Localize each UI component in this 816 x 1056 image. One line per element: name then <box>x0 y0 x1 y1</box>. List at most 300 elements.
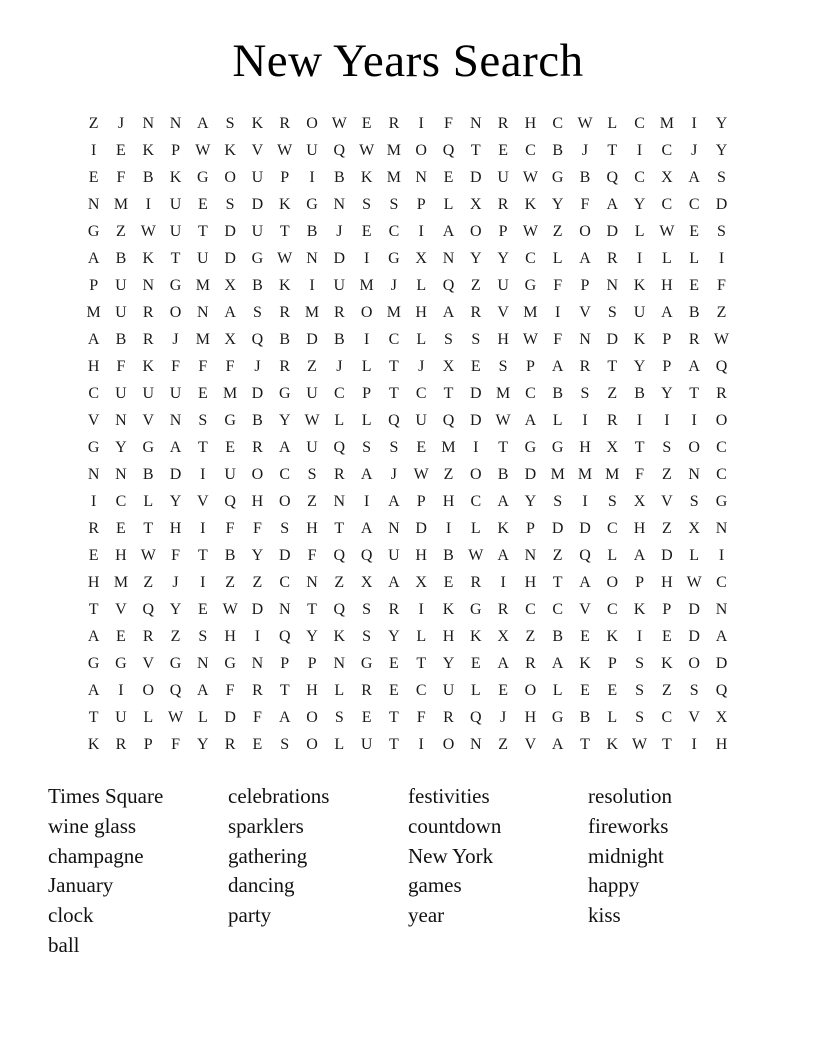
grid-cell: H <box>661 276 673 294</box>
grid-row <box>80 677 736 704</box>
grid-row <box>80 272 736 299</box>
grid-cell: A <box>497 546 509 564</box>
grid-cell: A <box>87 627 100 645</box>
grid-cell: E <box>88 168 99 186</box>
grid-cell: K <box>169 168 182 186</box>
grid-cell: E <box>498 681 508 699</box>
grid-cell: M <box>550 465 565 483</box>
grid-cell: H <box>415 546 427 564</box>
grid-cell: B <box>115 249 127 267</box>
grid-cell: I <box>418 735 424 753</box>
grid-cell: D <box>169 465 182 483</box>
grid-cell: O <box>306 114 318 132</box>
grid-cell: A <box>551 735 564 753</box>
grid-cell: V <box>661 492 673 510</box>
grid-cell: E <box>580 681 590 699</box>
grid-cell: Q <box>251 330 264 348</box>
grid-cell: U <box>224 465 236 483</box>
grid-cell: F <box>225 681 235 699</box>
grid-cell: I <box>636 627 643 645</box>
grid-cell: K <box>579 654 591 672</box>
grid-cell: V <box>142 411 155 429</box>
grid-row <box>80 353 736 380</box>
word-search-grid <box>80 110 736 758</box>
grid-cell: Q <box>388 411 400 429</box>
grid-cell: W <box>713 330 730 348</box>
grid-cell: R <box>443 708 454 726</box>
grid-cell: J <box>254 357 261 375</box>
grid-cell: B <box>552 141 564 159</box>
grid-cell: R <box>470 303 482 321</box>
word-item: kiss <box>588 903 621 928</box>
grid-row <box>80 218 736 245</box>
grid-cell: Y <box>306 627 318 645</box>
grid-cell: E <box>580 627 590 645</box>
grid-cell: Z <box>307 492 317 510</box>
grid-cell: N <box>470 735 482 753</box>
grid-cell: V <box>688 708 700 726</box>
grid-cell: V <box>497 303 509 321</box>
word-item: year <box>408 903 445 928</box>
grid-cell: Q <box>333 141 346 159</box>
grid-cell: Q <box>224 492 236 510</box>
grid-cell: A <box>87 249 100 267</box>
grid-cell: E <box>607 681 618 699</box>
grid-cell: I <box>363 492 370 510</box>
grid-cell: N <box>333 492 346 510</box>
grid-cell: T <box>389 735 399 753</box>
grid-cell: I <box>200 573 206 591</box>
grid-cell: L <box>416 330 427 348</box>
grid-cell: T <box>552 573 563 591</box>
grid-cell: O <box>415 141 427 159</box>
grid-row <box>80 731 736 758</box>
grid-cell: U <box>115 708 127 726</box>
grid-cell: L <box>143 492 154 510</box>
grid-cell: K <box>606 735 619 753</box>
grid-cell: S <box>362 195 372 213</box>
grid-cell: A <box>715 627 728 645</box>
grid-cell: S <box>280 735 290 753</box>
grid-row <box>80 407 736 434</box>
grid-cell: O <box>142 681 155 699</box>
grid-cell: W <box>577 114 593 132</box>
grid-cell: V <box>115 600 127 618</box>
grid-cell: F <box>171 546 180 564</box>
grid-cell: S <box>717 168 726 186</box>
grid-cell: K <box>470 627 482 645</box>
grid-cell: K <box>142 357 155 375</box>
grid-cell: L <box>416 276 427 294</box>
grid-cell: U <box>306 384 318 402</box>
grid-cell: I <box>500 573 506 591</box>
grid-cell: P <box>362 384 372 402</box>
grid-cell: B <box>115 330 127 348</box>
grid-cell: T <box>279 681 290 699</box>
grid-cell: D <box>579 519 591 537</box>
grid-cell: H <box>306 519 318 537</box>
grid-cell: T <box>279 222 290 240</box>
grid-cell: H <box>524 573 537 591</box>
grid-cell: N <box>715 519 728 537</box>
grid-cell: O <box>470 465 482 483</box>
grid-cell: G <box>278 384 291 402</box>
grid-cell: N <box>142 276 155 294</box>
grid-cell: N <box>333 654 346 672</box>
grid-cell: C <box>115 492 127 510</box>
grid-cell: X <box>633 492 646 510</box>
grid-cell: L <box>689 249 700 267</box>
grid-cell: V <box>579 600 591 618</box>
word-item: festivities <box>408 784 490 808</box>
word-item: sparklers <box>228 813 304 838</box>
grid-cell: X <box>715 708 728 726</box>
grid-cell: Y <box>278 411 291 429</box>
grid-cell: X <box>415 249 427 267</box>
page-title: New Years Search <box>232 35 584 87</box>
grid-cell: A <box>661 303 673 321</box>
grid-cell: Z <box>716 303 727 321</box>
grid-cell: U <box>197 249 209 267</box>
grid-cell: Y <box>715 114 728 132</box>
grid-cell: D <box>333 249 346 267</box>
grid-cell: J <box>581 141 589 159</box>
grid-cell: C <box>661 708 673 726</box>
grid-cell: I <box>664 411 670 429</box>
grid-cell: Y <box>551 195 564 213</box>
grid-cell: P <box>580 276 590 294</box>
grid-cell: A <box>197 114 209 132</box>
grid-cell: E <box>389 681 399 699</box>
word-item: resolution <box>588 784 672 808</box>
grid-cell: T <box>389 357 399 375</box>
grid-cell: I <box>718 249 725 267</box>
grid-cell: P <box>89 276 99 294</box>
grid-cell: C <box>415 384 427 402</box>
grid-row <box>80 191 736 218</box>
grid-cell: D <box>306 330 318 348</box>
grid-cell: C <box>525 384 536 402</box>
grid-cell: O <box>169 303 182 321</box>
grid-cell: X <box>224 276 236 294</box>
grid-cell: I <box>636 141 643 159</box>
grid-row <box>80 434 736 461</box>
grid-cell: C <box>716 573 727 591</box>
word-item: Times Square <box>48 784 164 808</box>
grid-cell: I <box>118 681 124 699</box>
grid-cell: S <box>553 492 563 510</box>
grid-cell: T <box>389 384 399 402</box>
grid-cell: C <box>552 600 564 618</box>
grid-cell: U <box>115 303 127 321</box>
word-item: champagne <box>48 843 144 868</box>
grid-cell: K <box>633 600 646 618</box>
grid-cell: S <box>362 600 372 618</box>
grid-cell: F <box>553 276 563 294</box>
grid-cell: T <box>607 141 618 159</box>
grid-cell: A <box>524 411 537 429</box>
grid-cell: L <box>552 681 563 699</box>
grid-cell: N <box>606 276 619 294</box>
grid-cell: Q <box>333 438 346 456</box>
grid-cell: K <box>524 195 537 213</box>
grid-cell: R <box>497 195 509 213</box>
word-item: dancing <box>228 873 295 898</box>
grid-cell: C <box>279 573 291 591</box>
grid-cell: U <box>497 276 509 294</box>
grid-cell: T <box>470 141 481 159</box>
grid-cell: P <box>662 357 672 375</box>
grid-cell: A <box>278 438 291 456</box>
grid-cell: P <box>143 735 153 753</box>
grid-cell: E <box>470 654 481 672</box>
grid-cell: I <box>582 411 588 429</box>
grid-cell: T <box>307 600 317 618</box>
grid-cell: J <box>390 465 398 483</box>
grid-cell: Q <box>278 627 291 645</box>
grid-cell: Q <box>579 546 591 564</box>
grid-cell: I <box>418 600 424 618</box>
grid-cell: B <box>333 330 345 348</box>
grid-cell: H <box>415 303 427 321</box>
word-item: gathering <box>228 843 308 868</box>
grid-cell: N <box>388 519 400 537</box>
grid-cell: D <box>224 222 236 240</box>
grid-cell: B <box>497 465 509 483</box>
grid-cell: Z <box>552 546 563 564</box>
word-list-column <box>408 782 588 961</box>
grid-cell: U <box>497 168 509 186</box>
grid-cell: F <box>635 465 645 483</box>
grid-cell: G <box>87 654 100 672</box>
grid-cell: A <box>87 330 100 348</box>
grid-cell: N <box>278 600 291 618</box>
grid-cell: P <box>635 573 645 591</box>
grid-cell: Z <box>252 573 263 591</box>
grid-cell: R <box>606 249 618 267</box>
grid-cell: L <box>143 708 154 726</box>
grid-cell: B <box>688 303 700 321</box>
grid-cell: J <box>418 357 425 375</box>
grid-cell: P <box>498 222 508 240</box>
grid-cell: L <box>689 546 700 564</box>
grid-cell: V <box>87 411 100 429</box>
grid-cell: Y <box>497 249 509 267</box>
grid-cell: E <box>197 195 208 213</box>
grid-cell: O <box>715 411 728 429</box>
grid-cell: P <box>525 519 535 537</box>
grid-cell: N <box>306 249 318 267</box>
grid-cell: F <box>307 546 317 564</box>
grid-cell: G <box>251 249 264 267</box>
grid-row <box>80 488 736 515</box>
grid-cell: L <box>443 195 454 213</box>
grid-cell: L <box>661 249 672 267</box>
grid-cell: I <box>254 627 261 645</box>
grid-cell: B <box>443 546 454 564</box>
word-item: happy <box>588 873 640 898</box>
grid-cell: O <box>306 708 318 726</box>
grid-cell: E <box>443 168 454 186</box>
grid-cell: S <box>607 303 617 321</box>
grid-cell: I <box>90 141 97 159</box>
grid-cell: S <box>635 654 645 672</box>
grid-cell: E <box>470 357 481 375</box>
grid-cell: K <box>87 735 100 753</box>
grid-cell: W <box>686 573 702 591</box>
grid-cell: K <box>661 654 673 672</box>
grid-cell: C <box>606 600 618 618</box>
grid-cell: N <box>169 114 182 132</box>
grid-cell: U <box>142 384 155 402</box>
grid-cell: M <box>441 438 456 456</box>
grid-cell: J <box>499 708 507 726</box>
grid-cell: H <box>579 438 591 456</box>
grid-cell: V <box>142 654 155 672</box>
grid-cell: F <box>252 708 262 726</box>
grid-cell: N <box>442 249 455 267</box>
grid-cell: U <box>633 303 646 321</box>
grid-cell: I <box>691 114 697 132</box>
grid-cell: Z <box>307 357 317 375</box>
grid-cell: C <box>716 438 727 456</box>
grid-cell: F <box>116 357 126 375</box>
grid-cell: I <box>691 411 697 429</box>
grid-cell: E <box>116 141 126 159</box>
word-item: party <box>228 903 272 928</box>
grid-cell: H <box>115 546 127 564</box>
grid-cell: W <box>359 141 375 159</box>
grid-cell: A <box>633 546 646 564</box>
grid-cell: L <box>607 708 618 726</box>
grid-cell: I <box>718 546 725 564</box>
grid-cell: V <box>197 492 209 510</box>
grid-cell: S <box>280 519 290 537</box>
grid-cell: W <box>277 141 293 159</box>
grid-cell: D <box>251 600 264 618</box>
grid-cell: U <box>251 222 264 240</box>
word-item: New York <box>408 843 494 868</box>
grid-cell: O <box>224 168 236 186</box>
grid-cell: K <box>142 141 155 159</box>
grid-cell: B <box>579 168 591 186</box>
grid-cell: M <box>223 384 238 402</box>
grid-cell: G <box>388 249 400 267</box>
grid-cell: E <box>361 222 372 240</box>
grid-cell: G <box>169 276 182 294</box>
grid-cell: L <box>334 681 345 699</box>
grid-cell: Z <box>498 735 508 753</box>
grid-cell: O <box>579 222 591 240</box>
grid-cell: D <box>688 600 700 618</box>
grid-cell: A <box>388 492 400 510</box>
grid-cell: N <box>87 465 100 483</box>
grid-cell: P <box>171 141 180 159</box>
grid-cell: G <box>224 411 236 429</box>
grid-cell: S <box>635 708 645 726</box>
grid-cell: N <box>251 654 264 672</box>
grid-cell: D <box>606 330 619 348</box>
grid-cell: G <box>524 276 537 294</box>
grid-cell: R <box>388 600 400 618</box>
grid-cell: N <box>142 114 155 132</box>
grid-cell: X <box>360 573 373 591</box>
grid-cell: J <box>390 276 398 294</box>
grid-row <box>80 623 736 650</box>
grid-cell: F <box>444 114 453 132</box>
grid-cell: I <box>363 330 370 348</box>
grid-cell: H <box>306 681 318 699</box>
grid-cell: Y <box>442 654 455 672</box>
grid-cell: H <box>251 492 264 510</box>
word-item: clock <box>48 903 94 928</box>
grid-cell: T <box>498 438 508 456</box>
grid-cell: C <box>661 195 673 213</box>
grid-cell: T <box>334 519 345 537</box>
grid-cell: E <box>197 600 208 618</box>
word-list-column <box>228 782 408 961</box>
grid-cell: G <box>360 654 373 672</box>
grid-cell: S <box>689 492 699 510</box>
grid-cell: C <box>525 600 536 618</box>
grid-cell: U <box>306 141 318 159</box>
grid-cell: Z <box>661 519 672 537</box>
grid-cell: Q <box>142 600 155 618</box>
word-item: fireworks <box>588 813 669 838</box>
grid-cell: I <box>691 735 697 753</box>
grid-cell: N <box>333 195 346 213</box>
grid-cell: E <box>416 438 427 456</box>
grid-cell: Q <box>333 546 346 564</box>
grid-cell: P <box>280 654 290 672</box>
grid-cell: R <box>361 681 372 699</box>
word-list-column <box>588 782 768 961</box>
grid-cell: W <box>304 411 320 429</box>
grid-cell: O <box>251 465 264 483</box>
grid-cell: K <box>251 114 264 132</box>
grid-cell: I <box>555 303 561 321</box>
grid-cell: Z <box>116 222 126 240</box>
grid-cell: G <box>115 654 127 672</box>
grid-cell: F <box>198 357 208 375</box>
word-item: games <box>408 873 462 898</box>
grid-cell: D <box>251 195 264 213</box>
grid-cell: T <box>197 222 208 240</box>
grid-cell: R <box>279 357 291 375</box>
grid-cell: C <box>606 519 618 537</box>
grid-cell: L <box>334 411 345 429</box>
grid-cell: N <box>197 654 209 672</box>
grid-cell: T <box>607 357 618 375</box>
grid-cell: T <box>88 600 99 618</box>
grid-cell: U <box>169 222 182 240</box>
grid-cell: Q <box>442 276 455 294</box>
grid-cell: R <box>388 114 400 132</box>
grid-cell: L <box>607 114 618 132</box>
grid-cell: S <box>252 303 262 321</box>
grid-cell: I <box>145 195 151 213</box>
grid-cell: S <box>662 438 672 456</box>
grid-cell: N <box>688 465 700 483</box>
word-list <box>0 782 816 961</box>
grid-cell: Q <box>169 681 182 699</box>
grid-cell: U <box>415 411 427 429</box>
grid-cell: G <box>197 168 209 186</box>
grid-cell: H <box>442 492 455 510</box>
grid-cell: I <box>90 492 97 510</box>
grid-cell: G <box>87 222 100 240</box>
grid-cell: G <box>551 438 564 456</box>
